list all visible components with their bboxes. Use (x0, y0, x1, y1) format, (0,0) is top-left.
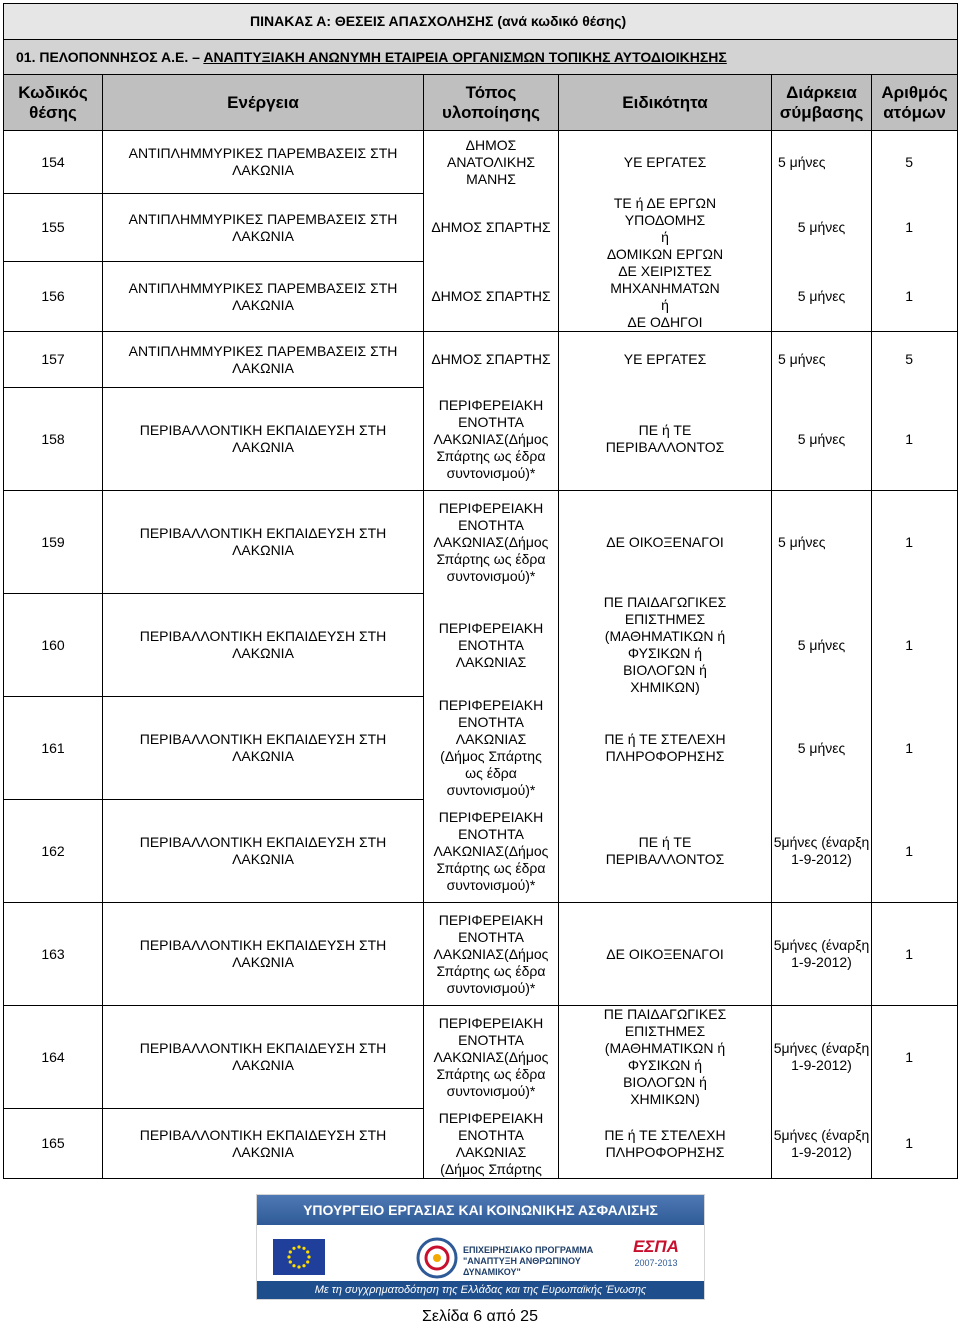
cell-action: ΑΝΤΙΠΛΗΜΜΥΡΙΚΕΣ ΠΑΡΕΜΒΑΣΕΙΣ ΣΤΗ ΛΑΚΩΝΙΑ (103, 262, 424, 332)
cell-specialty: ΠΕ ΠΑΙΔΑΓΩΓΙΚΕΣ ΕΠΙΣΤΗΜΕΣ (ΜΑΘΗΜΑΤΙΚΩΝ ή ΦΥΣΙΚΩΝ ή ΒΙΟΛΟΓΩΝ ή ΧΗΜΙΚΩΝ) (559, 1006, 772, 1109)
cell-code: 159 (4, 491, 103, 594)
cell-duration: 5 μήνες (772, 594, 872, 697)
cofunding-note: Με τη συγχρηματοδότηση της Ελλάδας και της Ευρωπαϊκής Ένωσης (257, 1281, 704, 1299)
cell-persons: 1 (872, 1109, 958, 1179)
cell-duration: 5 μήνες (772, 388, 872, 491)
espa-label: ΕΣΠΑ (633, 1237, 679, 1256)
cell-place: ΠΕΡΙΦΕΡΕΙΑΚΗ ΕΝΟΤΗΤΑ ΛΑΚΩΝΙΑΣ (Δήμος Σπάρτης (424, 1109, 559, 1179)
table-row (4, 903, 958, 1006)
cell-duration: 5 μήνες (772, 262, 872, 332)
table-row (4, 1109, 958, 1179)
cell-duration: 5 μήνες (772, 332, 872, 388)
program-line-2: "ΑΝΑΠΤΥΞΗ ΑΝΘΡΩΠΙΝΟΥ ΔΥΝΑΜΙΚΟΥ" (463, 1256, 581, 1277)
cell-duration: 5 μήνες (772, 697, 872, 800)
cell-persons: 1 (872, 594, 958, 697)
cell-duration: 5μήνες (έναρξη 1-9-2012) (772, 800, 872, 903)
cell-code: 154 (4, 131, 103, 194)
cell-code: 156 (4, 262, 103, 332)
cell-specialty: ΔΕ ΟΙΚΟΞΕΝΑΓΟΙ (559, 903, 772, 1006)
cell-place: ΔΗΜΟΣ ΑΝΑΤΟΛΙΚΗΣ ΜΑΝΗΣ (424, 131, 559, 194)
cell-specialty: ΠΕ ΠΑΙΔΑΓΩΓΙΚΕΣ ΕΠΙΣΤΗΜΕΣ (ΜΑΘΗΜΑΤΙΚΩΝ ή ΦΥΣΙΚΩΝ ή ΒΙΟΛΟΓΩΝ ή ΧΗΜΙΚΩΝ) (559, 594, 772, 697)
cell-persons: 1 (872, 194, 958, 262)
cell-action: ΠΕΡΙΒΑΛΛΟΝΤΙΚΗ ΕΚΠΑΙΔΕΥΣΗ ΣΤΗ ΛΑΚΩΝΙΑ (103, 1006, 424, 1109)
table-row (4, 1006, 958, 1109)
cell-code: 165 (4, 1109, 103, 1179)
cell-code: 158 (4, 388, 103, 491)
table-row (4, 594, 958, 697)
cell-persons: 1 (872, 1006, 958, 1109)
cell-place: ΠΕΡΙΦΕΡΕΙΑΚΗ ΕΝΟΤΗΤΑ ΛΑΚΩΝΙΑΣ(Δήμος Σπάρτης ως έδρα συντονισμού)* (424, 388, 559, 491)
table-row (4, 194, 958, 262)
cell-code: 162 (4, 800, 103, 903)
funding-banner (256, 1194, 705, 1300)
cell-code: 155 (4, 194, 103, 262)
cell-duration: 5μήνες (έναρξη 1-9-2012) (772, 1006, 872, 1109)
cell-persons: 5 (872, 131, 958, 194)
cell-action: ΠΕΡΙΒΑΛΛΟΝΤΙΚΗ ΕΚΠΑΙΔΕΥΣΗ ΣΤΗ ΛΑΚΩΝΙΑ (103, 800, 424, 903)
table-row (4, 332, 958, 388)
cell-persons: 1 (872, 491, 958, 594)
cell-place: ΠΕΡΙΦΕΡΕΙΑΚΗ ΕΝΟΤΗΤΑ ΛΑΚΩΝΙΑΣ (Δήμος Σπάρτης ως έδρα συντονισμού)* (424, 697, 559, 800)
table-row (4, 262, 958, 332)
cell-place: ΠΕΡΙΦΕΡΕΙΑΚΗ ΕΝΟΤΗΤΑ ΛΑΚΩΝΙΑΣ (424, 594, 559, 697)
cell-persons: 1 (872, 800, 958, 903)
header-place: Τόπος υλοποίησης (424, 75, 559, 131)
cell-place: ΔΗΜΟΣ ΣΠΑΡΤΗΣ (424, 332, 559, 388)
cell-code: 157 (4, 332, 103, 388)
page-number: Σελίδα 6 από 25 (422, 1308, 538, 1325)
header-persons: Αριθμός ατόμων (872, 75, 958, 131)
cell-specialty: ΤΕ ή ΔΕ ΕΡΓΩΝ ΥΠΟΔΟΜΗΣ ή ΔΟΜΙΚΩΝ ΕΡΓΩΝ ΔΕ ΧΕΙΡΙΣΤΕΣ ΜΗΧΑΝΗΜΑΤΩΝ ή ΔΕ ΟΔΗΓΟΙ (559, 194, 772, 332)
header-code: Κωδικός θέσης (4, 75, 103, 131)
cell-persons: 1 (872, 697, 958, 800)
espa-years: 2007-2013 (634, 1258, 678, 1268)
cell-specialty: ΠΕ ή ΤΕ ΠΕΡΙΒΑΛΛΟΝΤΟΣ (559, 800, 772, 903)
cell-persons: 1 (872, 388, 958, 491)
cell-place: ΔΗΜΟΣ ΣΠΑΡΤΗΣ (424, 262, 559, 332)
cell-place: ΠΕΡΙΦΕΡΕΙΑΚΗ ΕΝΟΤΗΤΑ ΛΑΚΩΝΙΑΣ(Δήμος Σπάρτης ως έδρα συντονισμού)* (424, 491, 559, 594)
cell-action: ΑΝΤΙΠΛΗΜΜΥΡΙΚΕΣ ΠΑΡΕΜΒΑΣΕΙΣ ΣΤΗ ΛΑΚΩΝΙΑ (103, 332, 424, 388)
table-row (4, 388, 958, 491)
cell-duration: 5μήνες (έναρξη 1-9-2012) (772, 903, 872, 1006)
table-row (4, 491, 958, 594)
table-title: ΠΙΝΑΚΑΣ Α: ΘΕΣΕΙΣ ΑΠΑΣΧΟΛΗΣΗΣ (ανά κωδικό θέσης) (4, 4, 958, 40)
header-duration: Διάρκεια σύμβασης (772, 75, 872, 131)
cell-specialty: ΔΕ ΟΙΚΟΞΕΝΑΓΟΙ (559, 491, 772, 594)
ministry-bar: ΥΠΟΥΡΓΕΙΟ ΕΡΓΑΣΙΑΣ ΚΑΙ ΚΟΙΝΩΝΙΚΗΣ ΑΣΦΑΛΙΣΗΣ (257, 1195, 704, 1225)
positions-table (3, 3, 958, 1179)
cell-specialty: ΠΕ ή ΤΕ ΣΤΕΛΕΧΗ ΠΛΗΡΟΦΟΡΗΣΗΣ (559, 697, 772, 800)
table-row (4, 131, 958, 194)
header-specialty: Ειδικότητα (559, 75, 772, 131)
header-action: Ενέργεια (103, 75, 424, 131)
cell-place: ΠΕΡΙΦΕΡΕΙΑΚΗ ΕΝΟΤΗΤΑ ΛΑΚΩΝΙΑΣ(Δήμος Σπάρτης ως έδρα συντονισμού)* (424, 903, 559, 1006)
cell-persons: 1 (872, 903, 958, 1006)
cell-duration: 5 μήνες (772, 131, 872, 194)
cell-duration: 5 μήνες (772, 491, 872, 594)
cell-action: ΠΕΡΙΒΑΛΛΟΝΤΙΚΗ ΕΚΠΑΙΔΕΥΣΗ ΣΤΗ ΛΑΚΩΝΙΑ (103, 697, 424, 800)
cell-action: ΠΕΡΙΒΑΛΛΟΝΤΙΚΗ ΕΚΠΑΙΔΕΥΣΗ ΣΤΗ ΛΑΚΩΝΙΑ (103, 903, 424, 1006)
organization-prefix: 01. ΠΕΛΟΠΟΝΝΗΣΟΣ Α.Ε. – (16, 48, 204, 65)
cell-action: ΠΕΡΙΒΑΛΛΟΝΤΙΚΗ ΕΚΠΑΙΔΕΥΣΗ ΣΤΗ ΛΑΚΩΝΙΑ (103, 1109, 424, 1179)
cell-place: ΠΕΡΙΦΕΡΕΙΑΚΗ ΕΝΟΤΗΤΑ ΛΑΚΩΝΙΑΣ(Δήμος Σπάρτης ως έδρα συντονισμού)* (424, 800, 559, 903)
cell-code: 160 (4, 594, 103, 697)
program-title (463, 1245, 613, 1278)
eu-flag-icon (273, 1239, 325, 1275)
cell-duration: 5μήνες (έναρξη 1-9-2012) (772, 1109, 872, 1179)
program-line-1: ΕΠΙΧΕΙΡΗΣΙΑΚΟ ΠΡΟΓΡΑΜΜΑ (463, 1245, 594, 1255)
cell-action: ΑΝΤΙΠΛΗΜΜΥΡΙΚΕΣ ΠΑΡΕΜΒΑΣΕΙΣ ΣΤΗ ΛΑΚΩΝΙΑ (103, 194, 424, 262)
cell-action: ΠΕΡΙΒΑΛΛΟΝΤΙΚΗ ΕΚΠΑΙΔΕΥΣΗ ΣΤΗ ΛΑΚΩΝΙΑ (103, 594, 424, 697)
cell-specialty: ΠΕ ή ΤΕ ΠΕΡΙΒΑΛΛΟΝΤΟΣ (559, 388, 772, 491)
cell-duration: 5 μήνες (772, 194, 872, 262)
espa-logo (623, 1237, 689, 1277)
organization-line (4, 40, 958, 75)
cell-code: 163 (4, 903, 103, 1006)
table-row (4, 800, 958, 903)
cell-action: ΑΝΤΙΠΛΗΜΜΥΡΙΚΕΣ ΠΑΡΕΜΒΑΣΕΙΣ ΣΤΗ ΛΑΚΩΝΙΑ (103, 131, 424, 194)
cell-specialty: ΥΕ ΕΡΓΑΤΕΣ (559, 332, 772, 388)
cell-code: 161 (4, 697, 103, 800)
organization-name: ΑΝΑΠΤΥΞΙΑΚΗ ΑΝΩΝΥΜΗ ΕΤΑΙΡΕΙΑ ΟΡΓΑΝΙΣΜΩΝ ΤΟΠΙΚΗΣ ΑΥΤΟΔΙΟΙΚΗΣΗΣ (203, 48, 727, 65)
cell-action: ΠΕΡΙΒΑΛΛΟΝΤΙΚΗ ΕΚΠΑΙΔΕΥΣΗ ΣΤΗ ΛΑΚΩΝΙΑ (103, 388, 424, 491)
cell-place: ΠΕΡΙΦΕΡΕΙΑΚΗ ΕΝΟΤΗΤΑ ΛΑΚΩΝΙΑΣ(Δήμος Σπάρτης ως έδρα συντονισμού)* (424, 1006, 559, 1109)
table-row (4, 697, 958, 800)
cell-persons: 5 (872, 332, 958, 388)
cell-action: ΠΕΡΙΒΑΛΛΟΝΤΙΚΗ ΕΚΠΑΙΔΕΥΣΗ ΣΤΗ ΛΑΚΩΝΙΑ (103, 491, 424, 594)
cell-place: ΔΗΜΟΣ ΣΠΑΡΤΗΣ (424, 194, 559, 262)
cell-code: 164 (4, 1006, 103, 1109)
program-emblem-icon (415, 1236, 459, 1280)
cell-specialty: ΠΕ ή ΤΕ ΣΤΕΛΕΧΗ ΠΛΗΡΟΦΟΡΗΣΗΣ (559, 1109, 772, 1179)
cell-specialty: ΥΕ ΕΡΓΑΤΕΣ (559, 131, 772, 194)
cell-persons: 1 (872, 262, 958, 332)
